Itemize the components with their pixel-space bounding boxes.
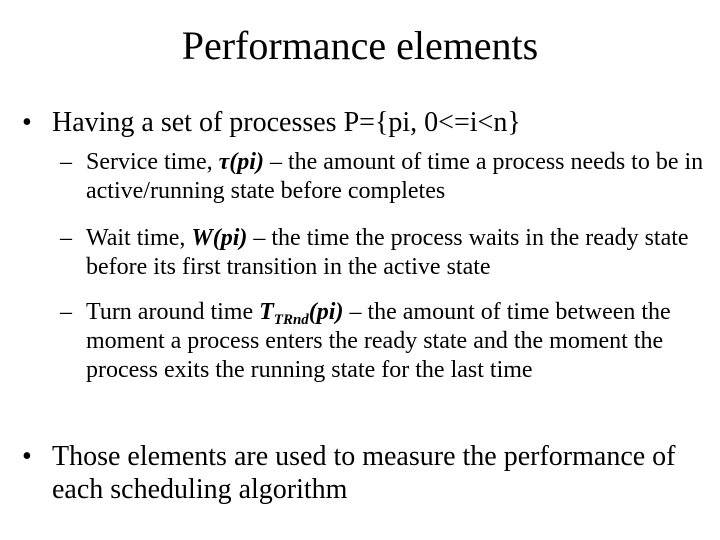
sub-bullet-prefix: Wait time, — [86, 225, 192, 251]
sub-bullet-prefix: Turn around time — [86, 299, 260, 325]
bullet-item — [22, 106, 702, 139]
turnaround-term-arg: (pi) — [308, 299, 344, 325]
bullet-marker: • — [22, 107, 32, 138]
sub-bullet-marker: – — [60, 299, 72, 325]
bullet-item — [22, 440, 702, 506]
sub-bullet-marker: – — [60, 149, 72, 175]
sub-bullet-prefix: Service time, — [86, 149, 219, 175]
sub-bullet-suffix: – the amount of time a process needs to be in active/running state before completes — [86, 149, 704, 204]
turnaround-term-subscript: TRnd — [273, 312, 309, 328]
sub-bullet-suffix: – the amount of time between the moment a process enters the ready state and the moment the process exits the running state for the last time — [86, 299, 671, 383]
wait-time-term: W(pi) — [191, 225, 248, 251]
sub-bullet-text — [86, 224, 710, 282]
turnaround-term-main: T — [259, 299, 274, 325]
service-time-term: τ(pi) — [218, 149, 264, 175]
slide-title: Performance elements — [181, 23, 539, 68]
sub-bullet-text — [86, 148, 710, 206]
sub-bullet-item — [60, 148, 710, 206]
sub-bullet-item — [60, 224, 710, 282]
bullet-marker: • — [22, 441, 32, 472]
sub-bullet-text — [86, 298, 710, 385]
sub-bullet-suffix: – the time the process waits in the ready state before its first transition in the active state — [86, 225, 689, 280]
sub-bullet-item — [60, 298, 710, 385]
sub-bullet-marker: – — [60, 225, 72, 251]
bullet-text: Those elements are used to measure the performance of each scheduling algorithm — [52, 441, 676, 505]
bullet-text: Having a set of processes P={pi, 0<=i<n} — [52, 107, 521, 138]
